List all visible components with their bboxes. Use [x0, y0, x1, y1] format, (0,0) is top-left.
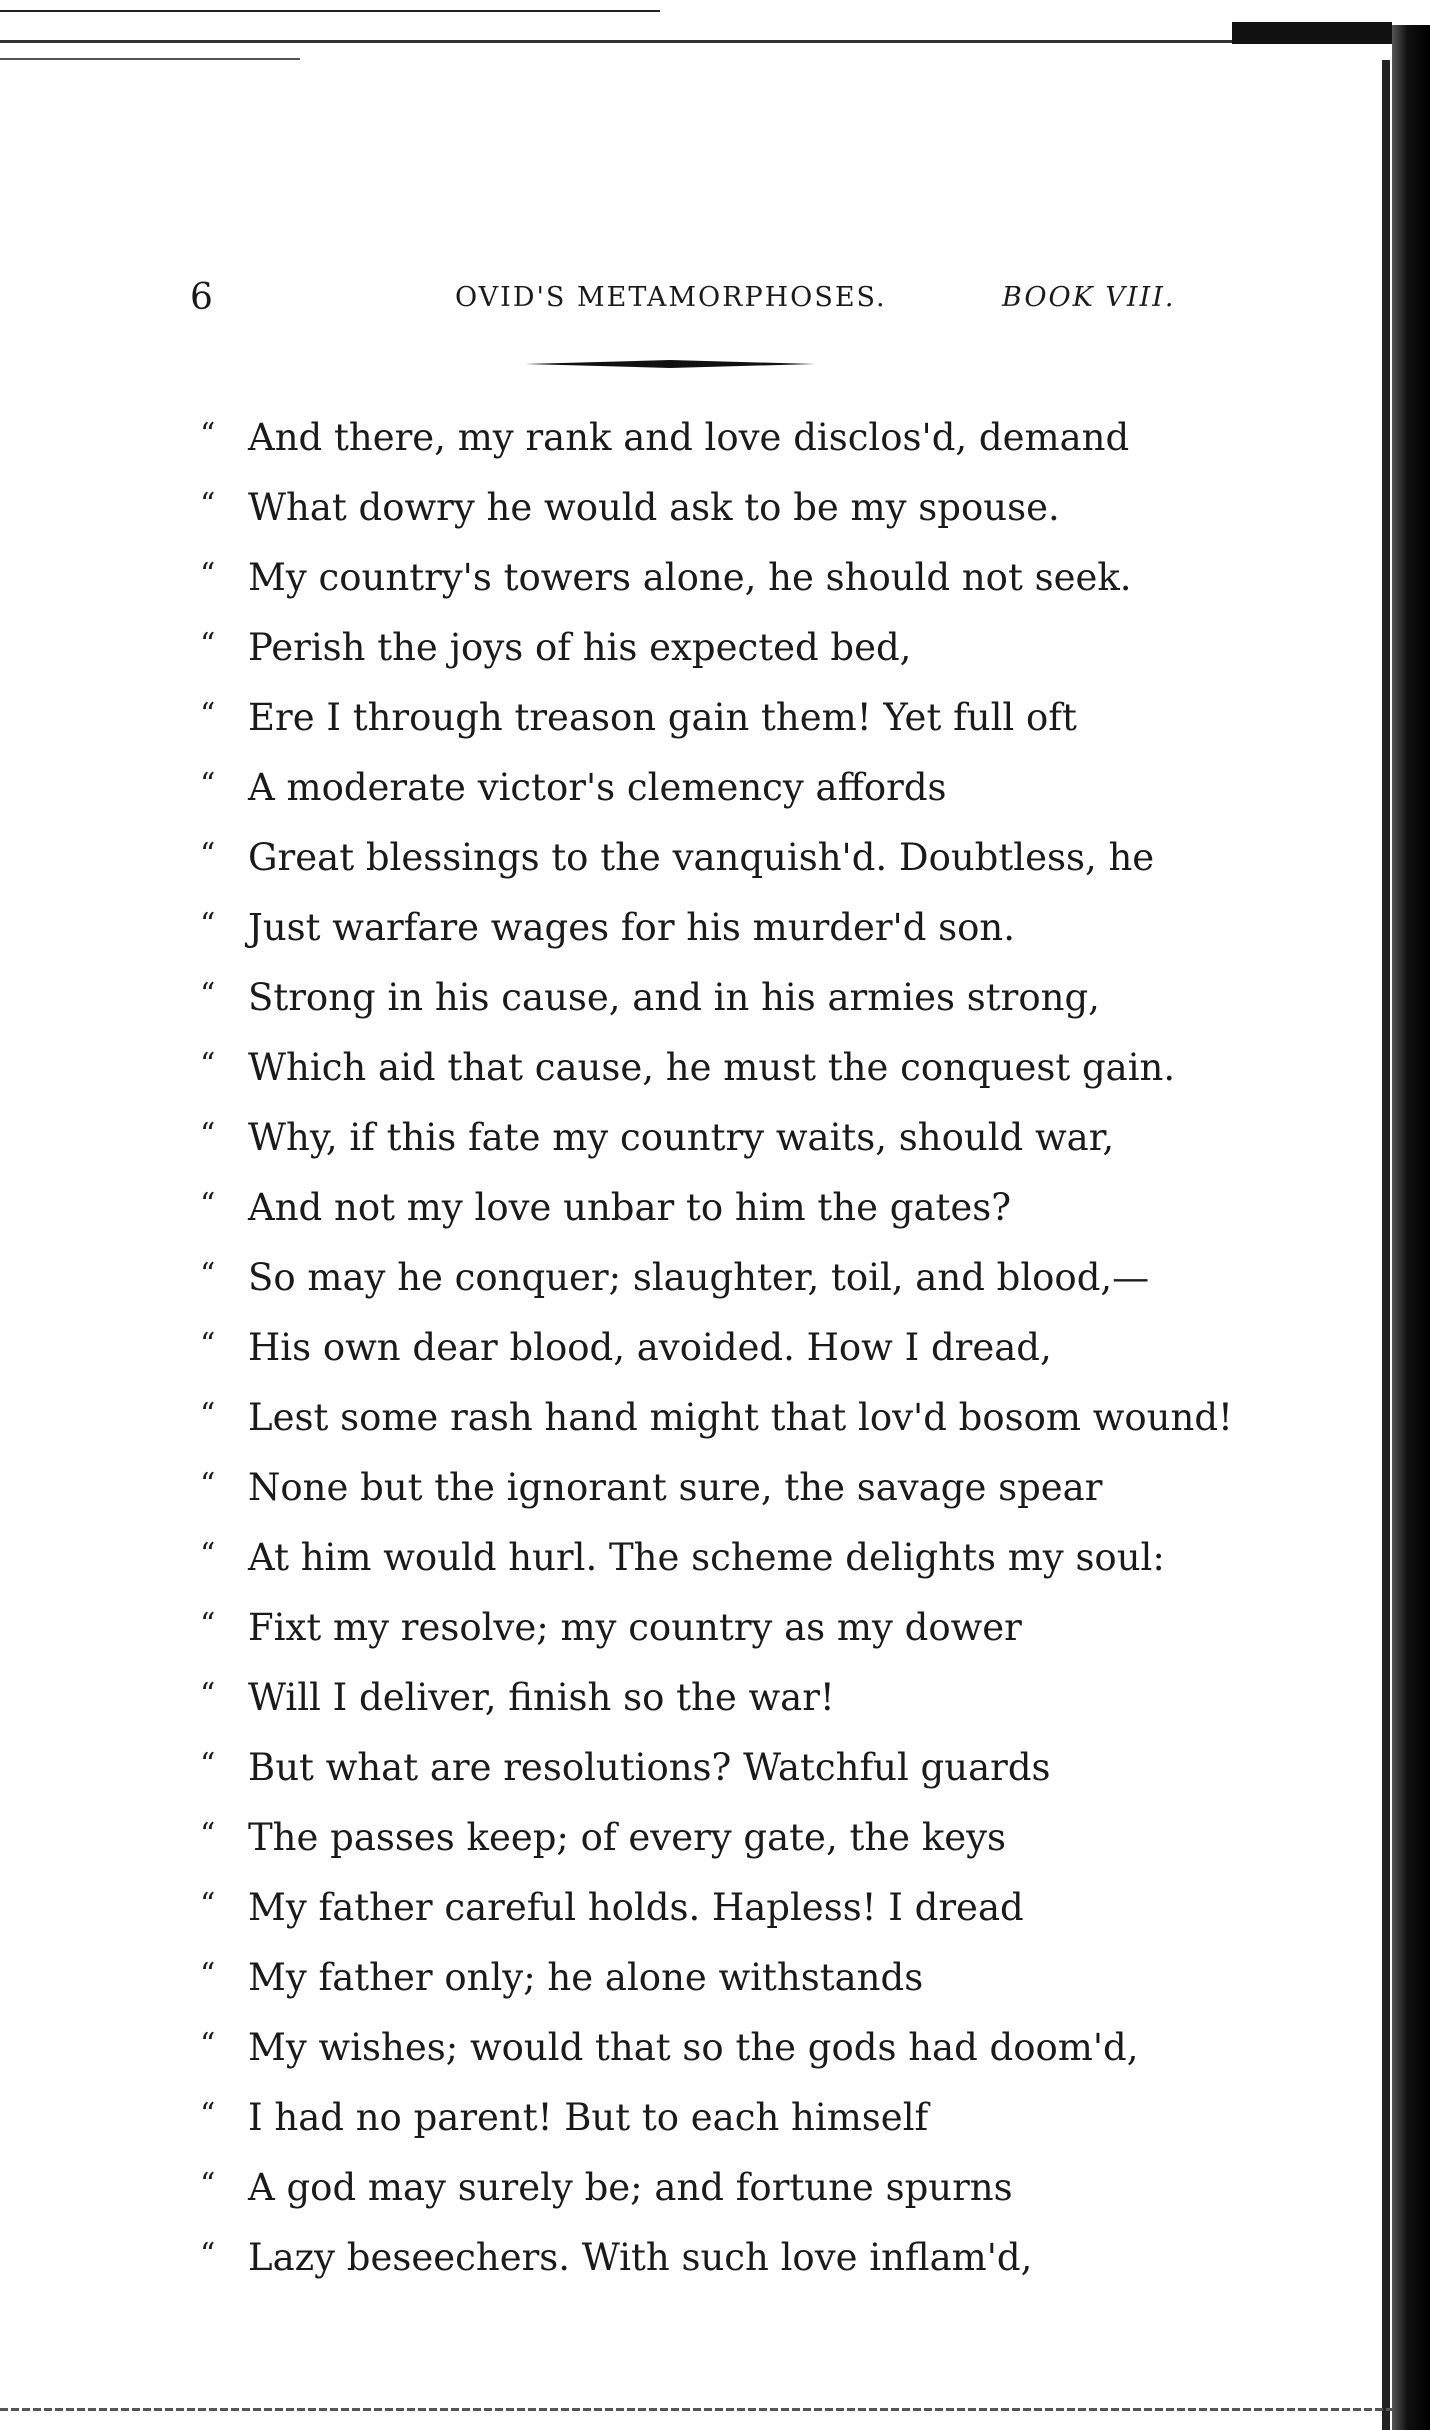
verse-line-text: Ere I through treason gain them! Yet full oft [248, 696, 1077, 739]
verse-line-text: None but the ignorant sure, the savage spear [248, 1466, 1103, 1509]
verse-line-text: And not my love unbar to him the gates? [248, 1186, 1012, 1229]
verse-line-text: My wishes; would that so the gods had doom'd, [248, 2026, 1139, 2069]
opening-quote-mark: “ [200, 1747, 216, 1782]
verse-line [200, 1170, 1200, 1240]
opening-quote-mark: “ [200, 2097, 216, 2132]
opening-quote-mark: “ [200, 2237, 216, 2272]
verse-line [200, 1310, 1200, 1380]
scan-rule-top-long [0, 40, 1240, 43]
opening-quote-mark: “ [200, 1257, 216, 1292]
verse-line [200, 470, 1200, 540]
opening-quote-mark: “ [200, 837, 216, 872]
verse-line [200, 610, 1200, 680]
scan-rule-bottom [0, 2408, 1392, 2411]
verse-line-text: Will I deliver, finish so the war! [248, 1676, 835, 1719]
page-number: 6 [190, 277, 213, 318]
verse-block [200, 400, 1233, 2290]
opening-quote-mark: “ [200, 977, 216, 1012]
verse-line [200, 1660, 1200, 1730]
verse-line-text: Lest some rash hand might that lov'd bosom wound! [248, 1396, 1233, 1439]
verse-line [200, 680, 1200, 750]
opening-quote-mark: “ [200, 1957, 216, 1992]
binding-shadow [1392, 25, 1430, 2430]
verse-line-text: A moderate victor's clemency affords [248, 766, 947, 809]
verse-line-text: What dowry he would ask to be my spouse. [248, 486, 1060, 529]
running-title: OVID'S METAMORPHOSES. [455, 282, 887, 313]
verse-line [200, 1590, 1200, 1660]
verse-line-text: A god may surely be; and fortune spurns [248, 2166, 1013, 2209]
verse-line [200, 960, 1200, 1030]
verse-line-text: So may he conquer; slaughter, toil, and blood,— [248, 1256, 1150, 1299]
verse-line [200, 2080, 1200, 2150]
opening-quote-mark: “ [200, 1187, 216, 1222]
verse-line [200, 1450, 1200, 1520]
opening-quote-mark: “ [200, 1537, 216, 1572]
page-header [0, 268, 1430, 328]
verse-line-text: Lazy beseechers. With such love inflam'd, [248, 2236, 1033, 2279]
scan-rule-top-short [0, 58, 300, 60]
opening-quote-mark: “ [200, 1117, 216, 1152]
verse-line [200, 1240, 1200, 1310]
verse-line-text: Perish the joys of his expected bed, [248, 626, 912, 669]
verse-line-text: Strong in his cause, and in his armies strong, [248, 976, 1100, 1019]
verse-line [200, 1800, 1200, 1870]
verse-line [200, 1730, 1200, 1800]
verse-line [200, 2010, 1200, 2080]
opening-quote-mark: “ [200, 1467, 216, 1502]
verse-line-text: Why, if this fate my country waits, should war, [248, 1116, 1115, 1159]
verse-line-text: Fixt my resolve; my country as my dower [248, 1606, 1022, 1649]
opening-quote-mark: “ [200, 417, 216, 452]
verse-line-text: His own dear blood, avoided. How I dread, [248, 1326, 1052, 1369]
verse-line [200, 1520, 1200, 1590]
opening-quote-mark: “ [200, 1607, 216, 1642]
verse-line-text: The passes keep; of every gate, the keys [248, 1816, 1007, 1859]
verse-line-text: And there, my rank and love disclos'd, demand [248, 416, 1130, 459]
verse-line-text: My father careful holds. Hapless! I dread [248, 1886, 1024, 1929]
header-ornament-rule [525, 360, 815, 368]
verse-line [200, 750, 1200, 820]
verse-line [200, 1940, 1200, 2010]
verse-line-text: At him would hurl. The scheme delights my soul: [248, 1536, 1165, 1579]
verse-line [200, 890, 1200, 960]
opening-quote-mark: “ [200, 907, 216, 942]
verse-line [200, 540, 1200, 610]
binding-edge [1382, 60, 1390, 2430]
scan-rule-top [0, 10, 660, 12]
opening-quote-mark: “ [200, 1887, 216, 1922]
opening-quote-mark: “ [200, 767, 216, 802]
opening-quote-mark: “ [200, 2167, 216, 2202]
opening-quote-mark: “ [200, 1047, 216, 1082]
book-label: BOOK VIII. [1002, 282, 1176, 313]
opening-quote-mark: “ [200, 487, 216, 522]
verse-line [200, 1870, 1200, 1940]
opening-quote-mark: “ [200, 627, 216, 662]
verse-line-text: But what are resolutions? Watchful guards [248, 1746, 1051, 1789]
opening-quote-mark: “ [200, 1327, 216, 1362]
verse-line [200, 820, 1200, 890]
verse-line [200, 400, 1200, 470]
verse-line-text: My father only; he alone withstands [248, 1956, 924, 1999]
verse-line [200, 2220, 1200, 2290]
opening-quote-mark: “ [200, 1397, 216, 1432]
verse-line-text: I had no parent! But to each himself [248, 2096, 929, 2139]
verse-line-text: Great blessings to the vanquish'd. Doubtless, he [248, 836, 1155, 879]
verse-line-text: Just warfare wages for his murder'd son. [248, 906, 1016, 949]
verse-line [200, 1030, 1200, 1100]
verse-line-text: Which aid that cause, he must the conquest gain. [248, 1046, 1176, 1089]
opening-quote-mark: “ [200, 557, 216, 592]
verse-line [200, 1100, 1200, 1170]
opening-quote-mark: “ [200, 2027, 216, 2062]
verse-line [200, 1380, 1233, 1450]
verse-line-text: My country's towers alone, he should not seek. [248, 556, 1132, 599]
binding-shadow-top [1232, 22, 1392, 44]
verse-line [200, 2150, 1200, 2220]
opening-quote-mark: “ [200, 697, 216, 732]
opening-quote-mark: “ [200, 1817, 216, 1852]
opening-quote-mark: “ [200, 1677, 216, 1712]
